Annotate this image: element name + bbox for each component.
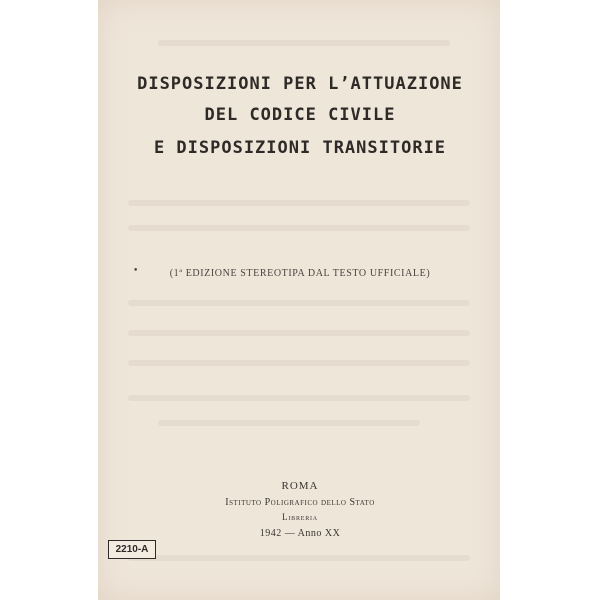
title-line-1: DISPOSIZIONI PER L’ATTUAZIONE [137,74,463,94]
imprint-publisher: Istituto Poligrafico dello Stato [225,497,375,508]
bleed-through [128,555,470,561]
catalog-stamp: 2210-A [108,540,156,559]
imprint-dept: Libreria [282,512,318,522]
title-line-3: E DISPOSIZIONI TRANSITORIE [153,138,447,158]
bleed-through [158,40,450,46]
imprint-year: 1942 — Anno XX [259,528,341,539]
bleed-through [128,395,470,401]
bleed-through [128,300,470,306]
bleed-through [128,225,470,231]
bleed-through [128,330,470,336]
edition-note: (1ª EDIZIONE STEREOTIPA DAL TESTO UFFICIALE) [169,268,431,279]
bullet-mark: • [133,266,139,276]
bleed-through [158,420,420,426]
title-line-2: DEL CODICE CIVILE [204,105,396,125]
imprint-city: ROMA [281,480,319,492]
bleed-through [128,360,470,366]
bleed-through [128,200,470,206]
